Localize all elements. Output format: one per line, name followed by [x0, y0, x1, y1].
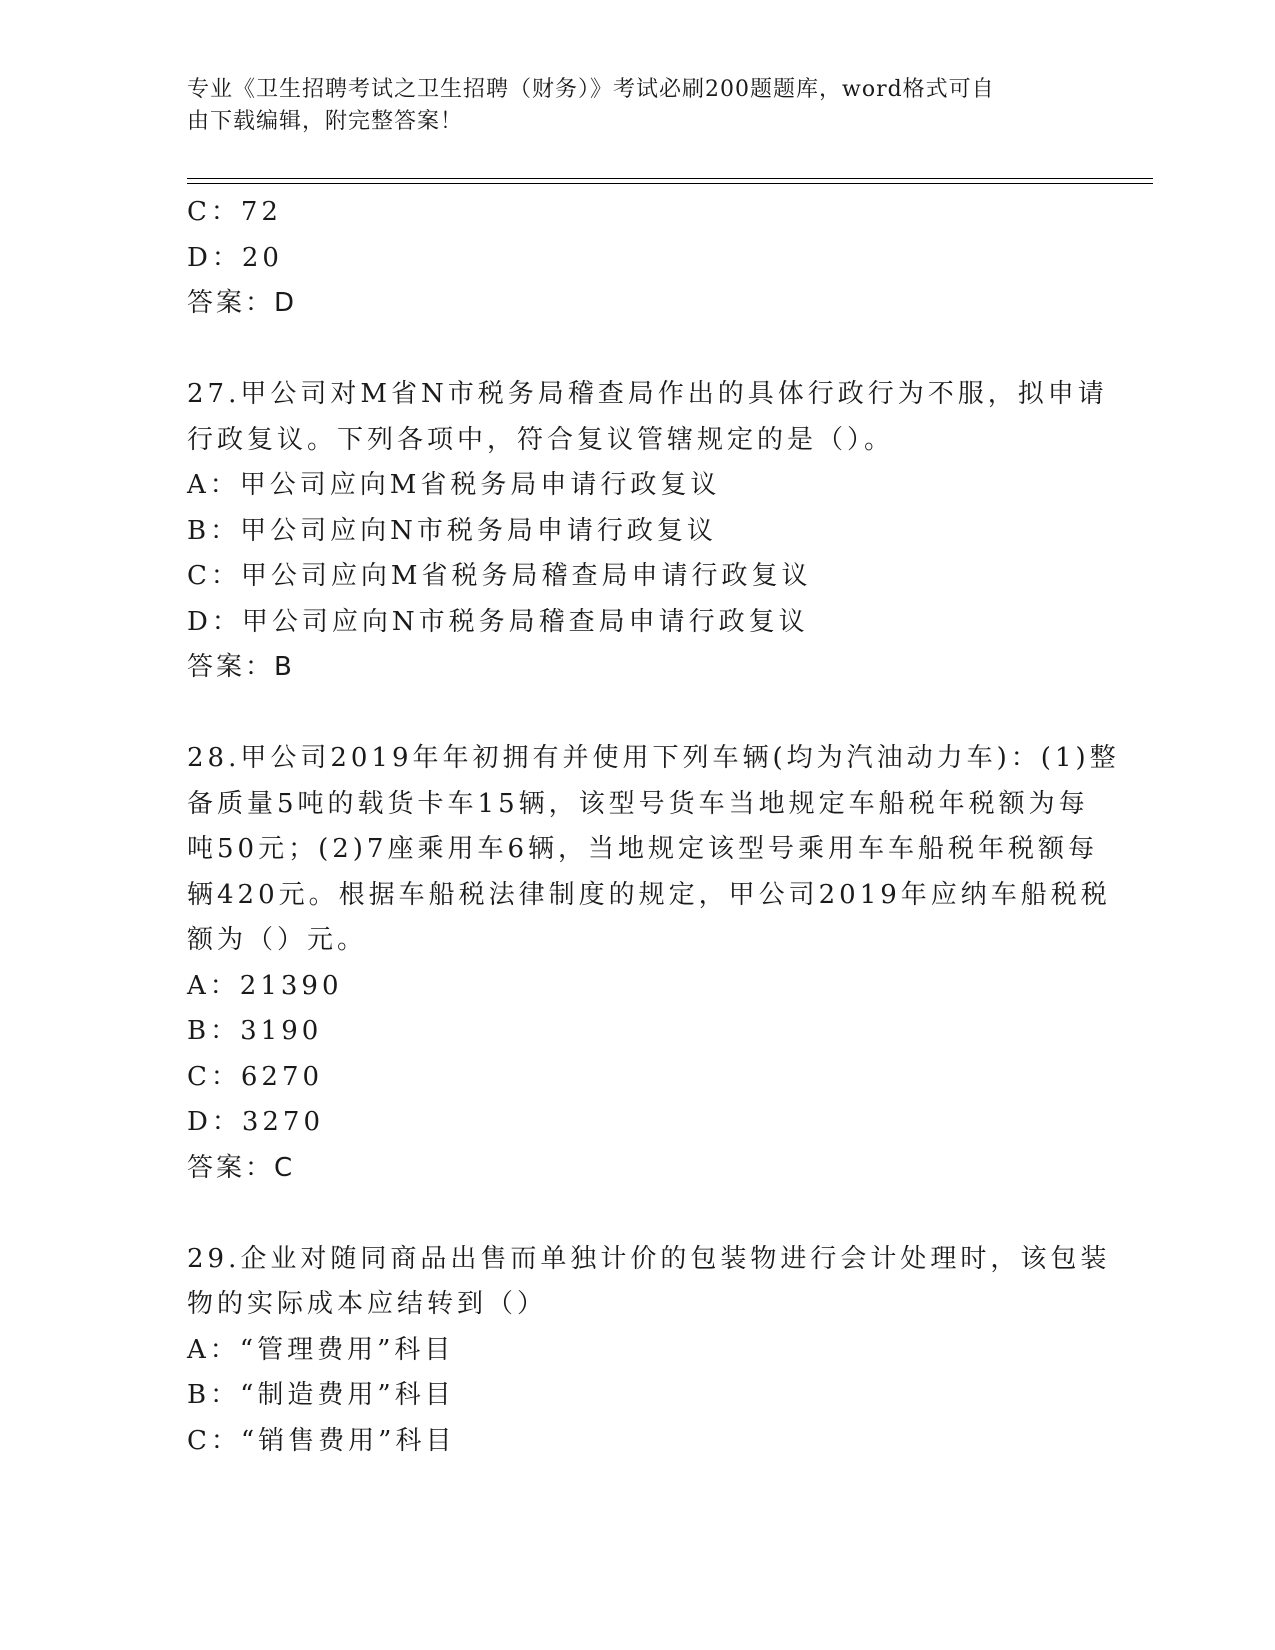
- option-d: D：3270: [187, 1107, 325, 1137]
- question-list: [187, 190, 1120, 1464]
- header-line-2: 由下载编辑，附完整答案！: [187, 109, 464, 134]
- question-text: 29.企业对随同商品出售而单独计价的包装物进行会计处理时，该包装: [187, 1243, 1111, 1274]
- option-c: C：72: [187, 197, 282, 227]
- option-c: C：甲公司应向M省税务局稽查局申请行政复议: [187, 561, 812, 591]
- question-text: 行政复议。下列各项中，符合复议管辖规定的是（）。: [187, 424, 895, 455]
- option-d: D：20: [187, 242, 283, 273]
- option-a: A：甲公司应向M省税务局申请行政复议: [187, 470, 721, 500]
- question-28: [187, 736, 1120, 1191]
- header-line-1: 专业《卫生招聘考试之卫生招聘（财务）》考试必刷200题题库，word格式可自: [187, 77, 995, 102]
- header-divider-top: [187, 178, 1153, 179]
- answer-line: 答案：B: [187, 652, 295, 682]
- question-text: 28.甲公司2019年年初拥有并使用下列车辆(均为汽油动力车)：(1)整: [187, 743, 1120, 773]
- option-d: D：甲公司应向N市税务局稽查局申请行政复议: [187, 606, 809, 637]
- option-c: C：“销售费用”科目: [187, 1425, 456, 1456]
- question-text: 27.甲公司对M省N市税务局稽查局作出的具体行政行为不服，拟申请: [187, 379, 1108, 409]
- question-text: 额为（）元。: [187, 925, 368, 955]
- answer-line: 答案：C: [187, 1152, 296, 1183]
- option-b: B：“制造费用”科目: [187, 1380, 455, 1410]
- question-29: [187, 1237, 1111, 1465]
- question-text: 备质量5吨的载货卡车15辆，该型号货车当地规定车船税年税额为每: [187, 788, 1089, 819]
- page-header: [187, 74, 1067, 138]
- option-a: A：21390: [187, 970, 343, 1001]
- header-divider-bottom: [187, 183, 1153, 184]
- option-c: C：6270: [187, 1061, 324, 1092]
- question-26-continuation: [187, 190, 1087, 327]
- question-text: 吨50元；(2)7座乘用车6辆，当地规定该型号乘用车车船税年税额每: [187, 834, 1098, 864]
- option-b: B：3190: [187, 1016, 323, 1046]
- question-27: [187, 372, 1108, 691]
- option-b: B：甲公司应向N市税务局申请行政复议: [187, 515, 717, 546]
- question-text: 辆420元。根据车船税法律制度的规定，甲公司2019年应纳车船税税: [187, 879, 1111, 910]
- option-a: A：“管理费用”科目: [187, 1334, 455, 1365]
- answer-line: 答案：D: [187, 288, 298, 318]
- question-text: 物的实际成本应结转到（）: [187, 1289, 548, 1319]
